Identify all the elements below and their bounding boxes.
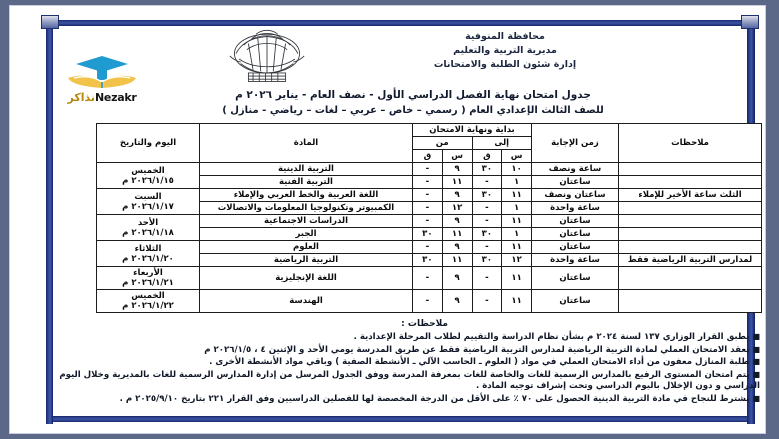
cell-from-hours: ٩ xyxy=(442,290,472,313)
table-row xyxy=(97,163,762,176)
cell-duration: ساعتان xyxy=(532,176,619,189)
graduation-cap-book-icon xyxy=(56,54,148,88)
cell-from-minutes: - xyxy=(413,163,443,176)
day-name: الأحد xyxy=(137,217,159,228)
egypt-eagle-emblem-icon xyxy=(219,28,315,90)
cell-subject: التربية الفنية xyxy=(200,176,413,189)
header-to: إلى xyxy=(472,137,532,150)
cell-from-hours: ٩ xyxy=(442,241,472,254)
cell-from-minutes: - xyxy=(413,241,443,254)
cell-from-minutes: ٣٠ xyxy=(413,254,443,267)
cell-from-hours: ٩ xyxy=(442,215,472,228)
cell-to-hours: ١١ xyxy=(502,241,532,254)
cell-day-date xyxy=(97,163,200,189)
cell-to-minutes: - xyxy=(472,202,502,215)
cell-to-minutes: ٣٠ xyxy=(472,254,502,267)
cell-note xyxy=(619,215,762,228)
header-row-1 xyxy=(97,124,762,137)
department-name: إدارة شئون الطلبة والامتحانات xyxy=(433,59,577,70)
footer-note-text: يشترط للنجاح في مادة التربية الدينية الحصول على ٧٠ ٪ على الأقل من الدرجة المخصصة لها للفصلين الدراسيين وفق القرار ٢٢١ بتاريخ ٢٠٢٥/٩/١٠ م . xyxy=(119,393,750,404)
cell-subject: التربية الدينية xyxy=(200,163,413,176)
cell-duration: ساعة واحدة xyxy=(532,254,619,267)
cell-from-hours: ١١ xyxy=(442,228,472,241)
cell-duration: ساعتان ونصف xyxy=(532,189,619,202)
cell-note xyxy=(619,163,762,176)
cell-duration: ساعتان xyxy=(532,267,619,290)
cell-duration: ساعتان xyxy=(532,228,619,241)
cell-day-date xyxy=(97,267,200,290)
footer-note-item xyxy=(56,344,766,357)
cell-to-minutes: - xyxy=(472,290,502,313)
cell-day-date xyxy=(97,215,200,241)
header-from-hours: س xyxy=(442,150,472,163)
cell-to-minutes: - xyxy=(472,241,502,254)
page-rail-left xyxy=(46,20,53,424)
cell-note xyxy=(619,290,762,313)
cell-day-date xyxy=(97,290,200,313)
cell-from-minutes: - xyxy=(413,267,443,290)
document-content xyxy=(56,28,766,420)
cell-to-hours: ١١ xyxy=(502,189,532,202)
watermark-label-en: Nezakr xyxy=(95,91,137,104)
governorate-name: محافظة المنوفية xyxy=(465,31,545,42)
document-titles xyxy=(56,88,766,118)
day-name: الخميس xyxy=(131,165,165,176)
footer-note-item xyxy=(56,369,766,393)
cell-to-minutes: ٣٠ xyxy=(472,163,502,176)
header-from-minutes: ق xyxy=(413,150,443,163)
footer-note-item xyxy=(56,356,766,369)
cell-to-hours: ١ xyxy=(502,176,532,189)
cell-to-hours: ١٠ xyxy=(502,163,532,176)
cell-note: لمدارس التربية الرياضية فقط xyxy=(619,254,762,267)
header-subject: المادة xyxy=(200,124,413,163)
header-duration: زمن الإجابة xyxy=(532,124,619,163)
cell-subject: الجبر xyxy=(200,228,413,241)
footer-note-item xyxy=(56,331,766,344)
cell-from-minutes: - xyxy=(413,189,443,202)
table-row xyxy=(97,189,762,202)
cell-duration: ساعتان xyxy=(532,215,619,228)
table-head xyxy=(97,124,762,163)
page-subtitle: للصف الثالث الإعدادي العام ( رسمي – خاص – عربي – لغات – رياضي - منازل ) xyxy=(222,105,604,116)
cell-day-date xyxy=(97,189,200,215)
footer-note-text: يعقد الامتحان العملي لمادة التربية الرياضية لمدارس التربية الرياضية فقط عن طريق المدرسة يومي الأحد و الإثنين ٤ ، ٢٠٢٦/١/٥ م xyxy=(204,344,750,355)
cell-to-hours: ١١ xyxy=(502,267,532,290)
bullet-icon: ■ xyxy=(752,357,760,366)
page-title: جدول امتحان نهاية الفصل الدراسي الأول - نصف العام - يناير ٢٠٢٦ م xyxy=(235,89,591,101)
cell-to-hours: ١٢ xyxy=(502,254,532,267)
page-clip-left-icon xyxy=(41,15,59,29)
page-rail-top xyxy=(46,20,755,26)
cell-to-minutes: - xyxy=(472,215,502,228)
cell-note xyxy=(619,241,762,254)
cell-to-hours: ١١ xyxy=(502,290,532,313)
cell-note xyxy=(619,176,762,189)
table-row xyxy=(97,267,762,290)
day-date: ٢٠٢٦/١/١٨ م xyxy=(122,227,174,238)
table-row xyxy=(97,290,762,313)
cell-note xyxy=(619,267,762,290)
cell-to-minutes: - xyxy=(472,176,502,189)
directorate-name: مديرية التربية والتعليم xyxy=(453,45,557,56)
cell-subject: اللغة الإنجليزية xyxy=(200,267,413,290)
day-name: السبت xyxy=(134,191,162,202)
footer-notes-list xyxy=(56,331,766,405)
footer-notes-block xyxy=(56,319,766,405)
watermark-label xyxy=(56,92,148,104)
page-clip-right-icon xyxy=(741,15,759,29)
header-exam-time-group: بداية ونهاية الامتحان xyxy=(413,124,532,137)
cell-to-minutes: ٣٠ xyxy=(472,189,502,202)
cell-subject: الهندسة xyxy=(200,290,413,313)
header-from: من xyxy=(413,137,473,150)
footer-note-item xyxy=(56,393,766,406)
cell-duration: ساعتان xyxy=(532,241,619,254)
cell-from-hours: ١٢ xyxy=(442,202,472,215)
cell-to-minutes: ٣٠ xyxy=(472,228,502,241)
day-date: ٢٠٢٦/١/١٧ م xyxy=(122,201,174,212)
cell-to-hours: ١ xyxy=(502,228,532,241)
bullet-icon: ■ xyxy=(752,344,760,354)
cell-from-hours: ١١ xyxy=(442,254,472,267)
bullet-icon: ■ xyxy=(752,369,760,379)
day-name: الأربعاء xyxy=(133,268,163,278)
table-row xyxy=(97,241,762,254)
cell-note: الثلث ساعة الأخير للإملاء xyxy=(619,189,762,202)
exam-schedule-table xyxy=(96,123,762,313)
cell-to-hours: ١ xyxy=(502,202,532,215)
cell-duration: ساعة ونصف xyxy=(532,163,619,176)
cell-from-minutes: - xyxy=(413,215,443,228)
header-to-minutes: ق xyxy=(472,150,502,163)
table-body xyxy=(97,163,762,313)
cell-subject: التربية الرياضية xyxy=(200,254,413,267)
cell-from-hours: ١١ xyxy=(442,176,472,189)
cell-subject: العلوم xyxy=(200,241,413,254)
cell-subject: اللغة العربية والخط العربي والإملاء xyxy=(200,189,413,202)
cell-day-date xyxy=(97,241,200,267)
document-page xyxy=(9,5,766,434)
cell-from-hours: ٩ xyxy=(442,189,472,202)
day-name: الخميس xyxy=(131,291,165,301)
cell-to-minutes: - xyxy=(472,267,502,290)
footer-note-text: يطبق القرار الوزاري ١٣٧ لسنة ٢٠٢٤ م بشأن نظام الدراسة والتقييم لطلاب المرحلة الإعدادية . xyxy=(353,332,750,342)
cell-note xyxy=(619,228,762,241)
cell-subject: الدراسات الاجتماعية xyxy=(200,215,413,228)
cell-note xyxy=(619,202,762,215)
cell-from-hours: ٩ xyxy=(442,163,472,176)
site-watermark xyxy=(56,54,148,110)
cell-from-minutes: - xyxy=(413,290,443,313)
cell-to-hours: ١١ xyxy=(502,215,532,228)
header-day-date: اليوم والتاريخ xyxy=(97,124,200,163)
ministry-header-block xyxy=(370,30,640,72)
table-row xyxy=(97,215,762,228)
bullet-icon: ■ xyxy=(752,332,760,341)
header-notes: ملاحظات xyxy=(619,124,762,163)
day-name: الثلاثاء xyxy=(134,243,162,254)
watermark-label-ar: نذاكر xyxy=(67,91,96,104)
header-to-hours: س xyxy=(502,150,532,163)
day-date: ٢٠٢٦/١/٢٢ م xyxy=(122,301,174,311)
cell-from-minutes: - xyxy=(413,176,443,189)
day-date: ٢٠٢٦/١/١٥ م xyxy=(122,175,174,186)
cell-from-minutes: - xyxy=(413,202,443,215)
cell-subject: الكمبيوتر وتكنولوجيا المعلومات والاتصالات xyxy=(200,202,413,215)
bullet-icon: ■ xyxy=(752,393,760,403)
day-date: ٢٠٢٦/١/٢٠ م xyxy=(122,253,174,264)
day-date: ٢٠٢٦/١/٢١ م xyxy=(122,278,174,288)
footer-note-text: يتم امتحان المستوى الرفيع بالمدارس الرسمية للغات والخاصة للغات بمعرفة المدرسة ووفق الجدول المرسل من إدارة المدارس الرسمية للغات بالمديرية وخلال اليوم الدراسي و دون الإخلال باليوم الدراسي وتحت إشراف توجيه المادة . xyxy=(59,369,760,391)
cell-from-hours: ٩ xyxy=(442,267,472,290)
footer-notes-title: ملاحظات : xyxy=(401,319,448,329)
cell-duration: ساعتان xyxy=(532,290,619,313)
footer-note-text: طلبة المنازل معفون من أداء الامتحان العملي في مواد ( العلوم ـ الحاسب الآلي ـ الأنشطة الصفية ) وباقي مواد الأنشطة الأخرى . xyxy=(209,357,750,367)
cell-from-minutes: ٣٠ xyxy=(413,228,443,241)
cell-duration: ساعة واحدة xyxy=(532,202,619,215)
